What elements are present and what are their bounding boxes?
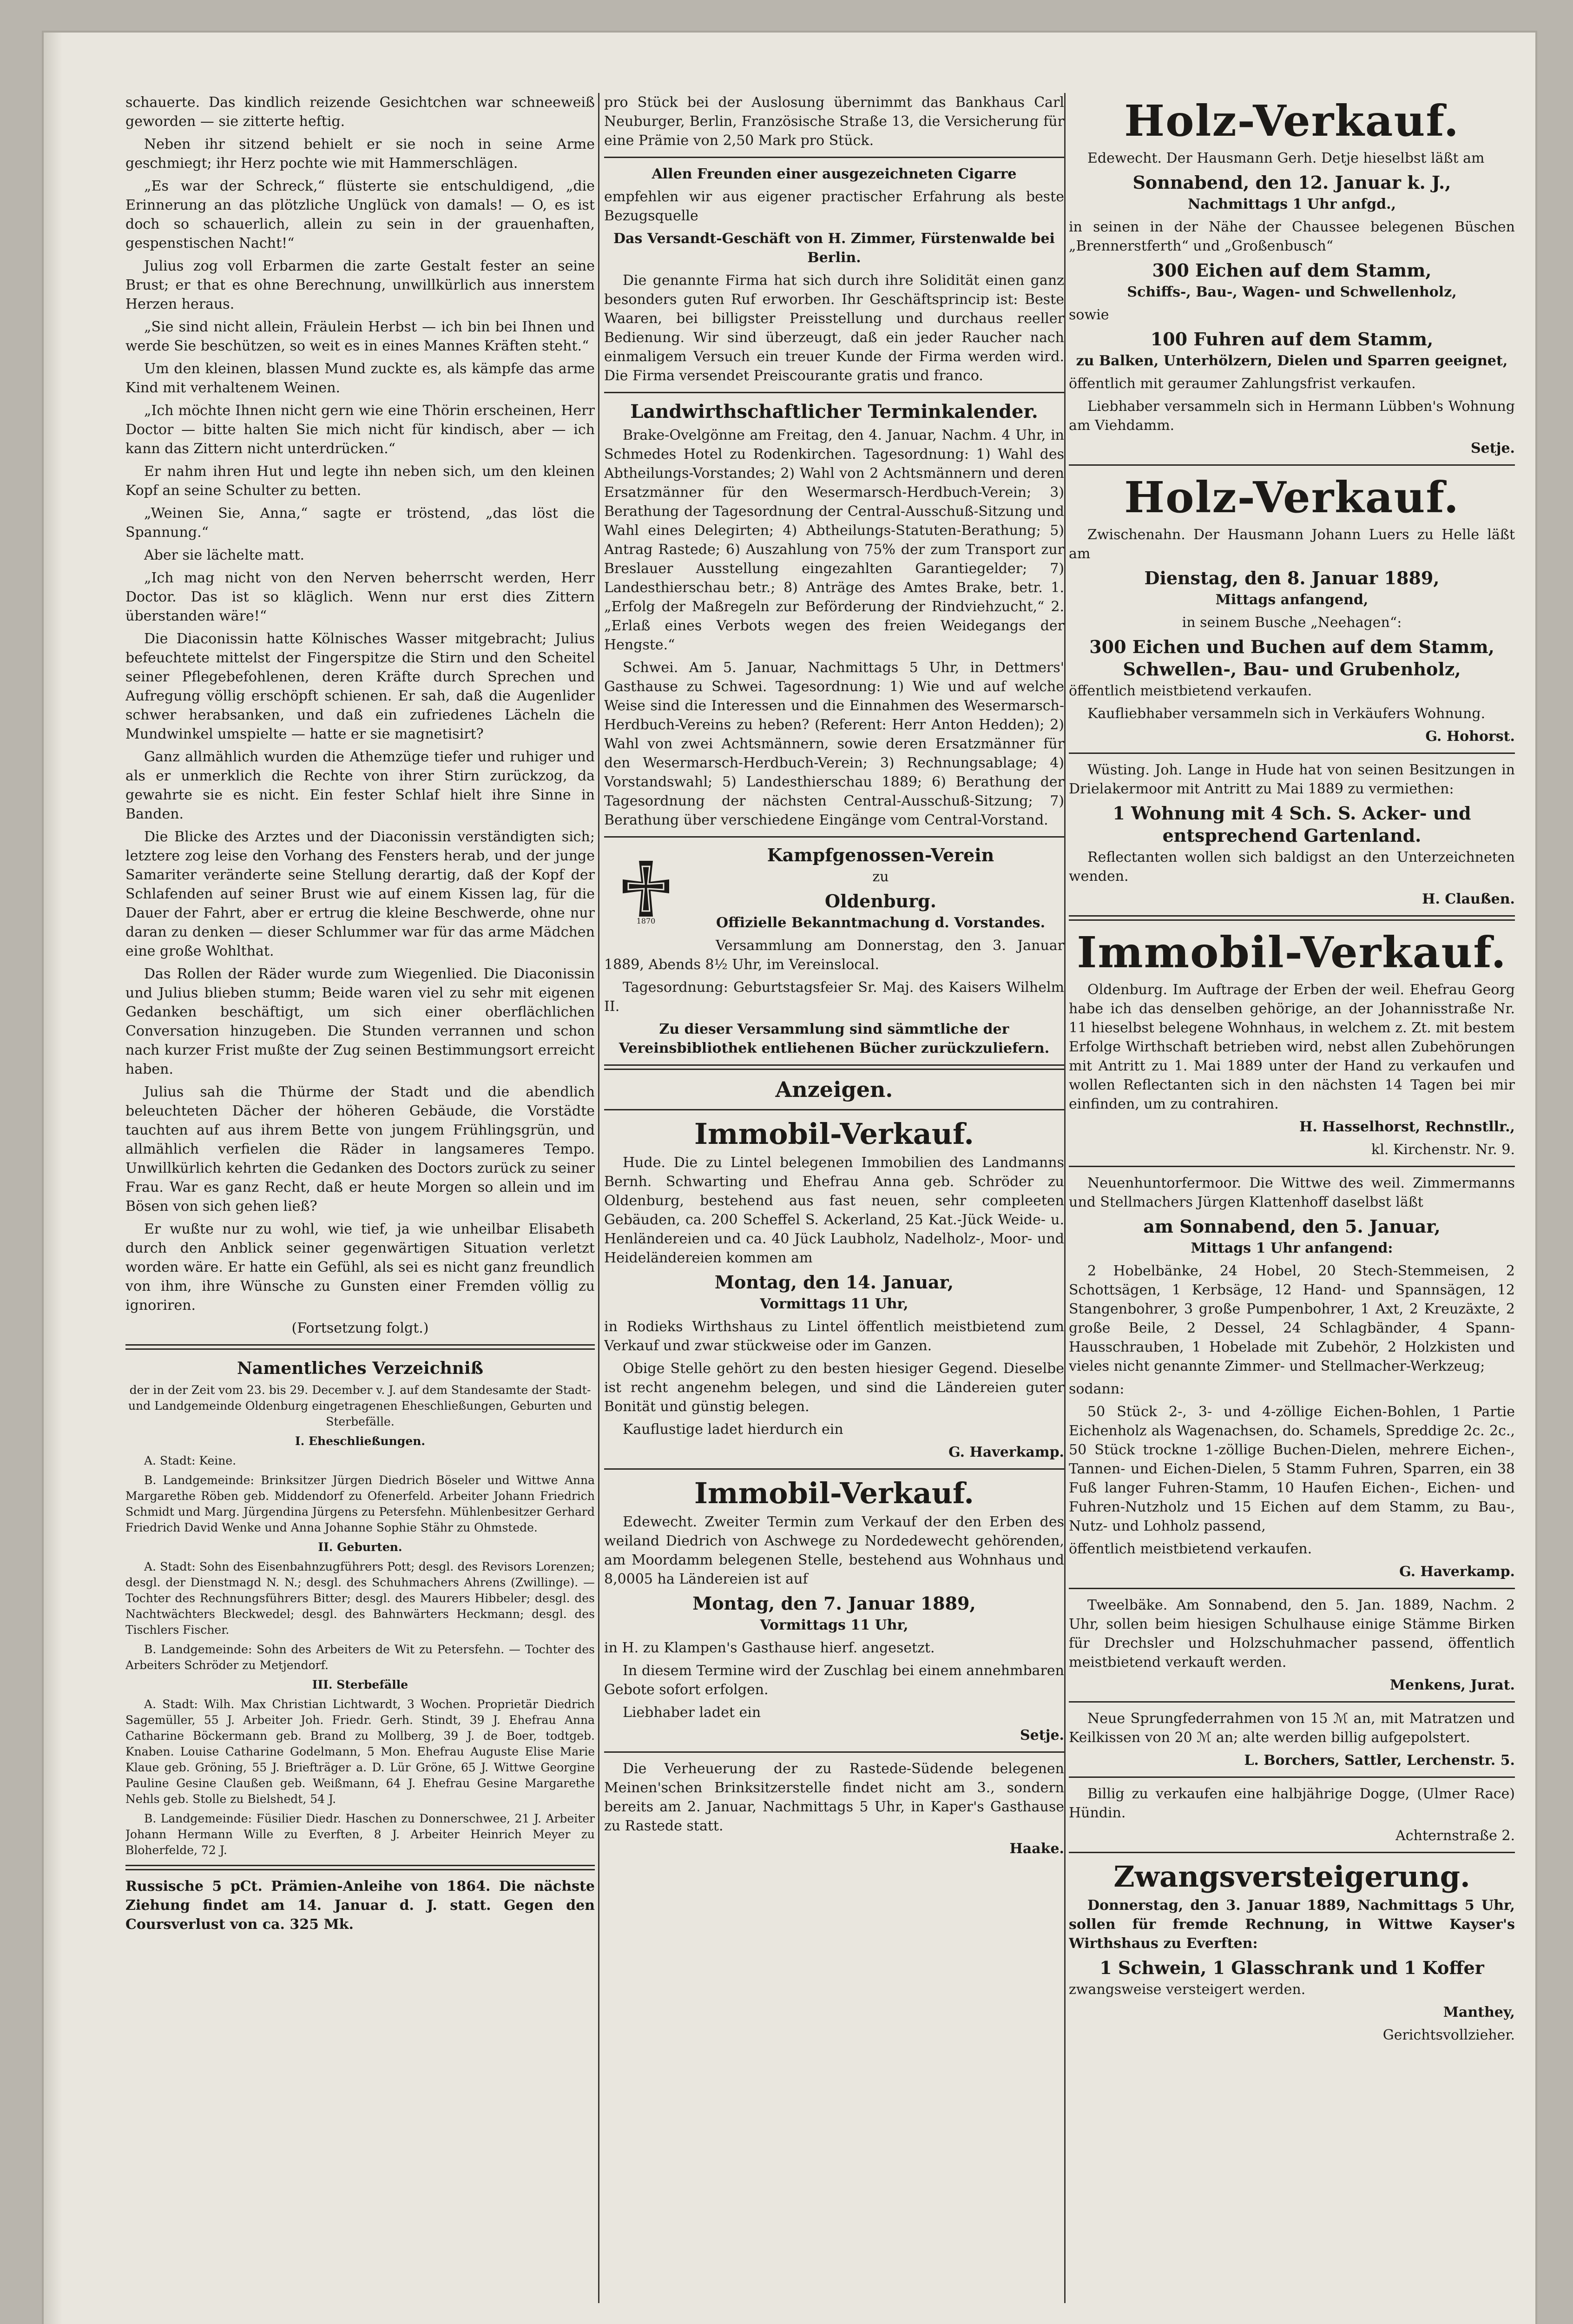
kampfgenossen-text: Versammlung am Donnerstag, den 3. Januar 1889, Abends 8½ Uhr, im Vereinslocal. [604, 938, 1064, 973]
wuesting-notice: Reflectanten wollen sich baldigst an den Unterzeichneten wenden. [1069, 849, 1515, 885]
terminkalender-entry: Schwei. Am 5. Januar, Nachmittags 5 Uhr, in Dettmers' Gasthause zu Schwei. Tagesordnung: 1) Wie und auf welche Weise sind die Interessen und die Einnahmen des Wesermarsch-Herdbuch-Vereins zu heben? (Referent: Herr Anton Hedden); 2) Wahl von zwei Achtsmännern, sowie deren Ersatzmänner für den Wesermarsch-Herdbuch-Verein; 3) Rechnungsablage; 4) Vorstandswahl; 5) Landesthierschau 1889; 6) Berathung der Tagesordnung der nächsten Central-Ausschuß-Sitzung; 7) Berathung über verschiedene Eingänge vom Central-Vorstand. [604, 660, 1064, 828]
verheuerung-signature: Haake. [1009, 1841, 1064, 1857]
immobil-ad-time: Vormittags 11 Uhr, [760, 1617, 908, 1633]
story-paragraph: Julius zog voll Erbarmen die zarte Gestalt fester an seine Brust; er that es ohne Berechnung, unwillkürlich aus innerstem Herzen heraus. [125, 258, 595, 312]
story-paragraph: Julius sah die Thürme der Stadt und die abendlich beleuchteten Dächer der höheren Gebäude, die Vorstädte tauchten auf aus ihrem Bette von jungem Frühlingsgrün, und allmählich verfielen die Räder in langsameres Tempo. Unwillkürlich kehrten die Gedanken des Doctors zurück zu seiner Frau. War es ganz Recht, daß er heute Morgen so allein und im Bösen von sich gehen ließ? [125, 1084, 595, 1215]
holz-ad-text: öffentlich mit geraumer Zahlungsfrist verkaufen. [1069, 376, 1416, 392]
section-divider [1069, 1701, 1515, 1703]
loan-notice-continued: pro Stück bei der Auslosung übernimmt das Bankhaus Carl Neuburger, Berlin, Französische Straße 13, die Versicherung für eine Prämie von 2,50 Mark pro Stück. [604, 94, 1064, 149]
story-paragraph: Die Blicke des Arztes und der Diaconissin verständigten sich; letztere zog leise den Vorhang des Fensters herab, und der junge Samariter veränderte seine Stellung derartig, daß der Kopf der Schlafenden auf seiner Brust wie auf einem Kissen lag, für die Dauer der Fahrt, aber er ertrug die kleine Beschwerde, ohne nur daran zu denken — dieser Schlummer war für das arme Mädchen eine große Wohlthat. [125, 829, 595, 959]
immobil-ad-title: Immobil-Verkauf. [694, 1117, 974, 1151]
immobil-ad-title: Immobil-Verkauf. [1077, 927, 1507, 977]
auction-signature: G. Haverkamp. [1399, 1564, 1515, 1580]
immobil-ad-text: Liebhaber ladet ein [623, 1704, 761, 1721]
holz-ad-item-detail: Schiffs-, Bau-, Wagen- und Schwellenholz, [1127, 284, 1457, 300]
auction-date: am Sonnabend, den 5. Januar, [1143, 1216, 1441, 1237]
immobil-ad-signature: G. Haverkamp. [948, 1444, 1064, 1460]
section-divider [604, 836, 1064, 838]
cigar-ad-headline: Allen Freunden einer ausgezeichneten Cigarre [652, 166, 1017, 182]
section-divider [125, 1344, 595, 1350]
immobil-ad-title: Immobil-Verkauf. [694, 1476, 974, 1510]
auction-time: Mittags 1 Uhr anfangend: [1191, 1240, 1393, 1256]
section-divider [1069, 464, 1515, 466]
registry-entry: B. Landgemeinde: Brinksitzer Jürgen Diedrich Böseler und Wittwe Anna Margarethe Röben geb. Middendorf zu Ofenerfeld. Arbeiter Johann Friedrich Schmidt und Marg. Jürgendina Jürgens zu Petersfehn. Mühlenbesitzer Gerhard Friedrich David Wenke und Anna Johanne Sophie Stähr zu Ohmstede. [125, 1473, 595, 1534]
immobil-ad-text: Edewecht. Zweiter Termin zum Verkauf der den Erben des weiland Diedrich von Aschwege zu Nordedewecht gehörenden, am Moordamm belegenen Stelle, bestehend aus Wohnhaus und 8,0005 ha Ländereien ist auf [604, 1514, 1064, 1587]
anzeigen-heading: Anzeigen. [775, 1077, 893, 1102]
story-paragraph: „Ich mag nicht von den Nerven beherrscht werden, Herr Doctor. Das ist so kläglich. Wenn nur erst dies Zittern überstanden wäre!“ [125, 570, 595, 624]
story-paragraph: Ganz allmählich wurden die Athemzüge tiefer und ruhiger und als er unmerklich die Rechte von ihrer Stirn zurückzog, da gewahrte sie es nicht. Ein fester Schlaf hielt ihre Sinne in Banden. [125, 749, 595, 822]
story-paragraph: Um den kleinen, blassen Mund zuckte es, als kämpfe das arme Kind mit verhaltenem Weinen. [125, 361, 595, 396]
story-paragraph: Er wußte nur zu wohl, wie tief, ja wie unheilbar Elisabeth durch den Anblick seiner gegenwärtigen Situation verletzt worden wäre. Er hatte ein Gefühl, als sei es nicht ganz freundlich von ihm, ihre Wünsche zu Gunsten einer Fremden völlig zu ignoriren. [125, 1221, 595, 1314]
column-rule-2 [1064, 93, 1066, 2303]
story-paragraph: Das Rollen der Räder wurde zum Wiegenlied. Die Diaconissin und Julius blieben stumm; Beide waren viel zu sehr mit eigenen Gedanken beschäftigt, um sich einer oberflächlichen Conversation hinzugeben. Die Stunden verrannen und schon nach kurzer Frist mußte der Zug seinen Bestimmungsort erreicht haben. [125, 966, 595, 1077]
holz-ad-text: sowie [1069, 307, 1109, 323]
registry-section-title: I. Eheschließungen. [295, 1434, 426, 1448]
immobil-ad-date: Montag, den 14. Januar, [714, 1272, 954, 1293]
immobil-ad-date: Montag, den 7. Januar 1889, [692, 1593, 976, 1614]
dogge-ad: Billig zu verkaufen eine halbjährige Dogge, (Ulmer Race) Hündin. [1069, 1786, 1515, 1821]
dogge-address: Achternstraße 2. [1395, 1828, 1515, 1844]
holz-ad-time: Mittags anfangend, [1215, 592, 1369, 608]
immobil-ad-text: in Rodieks Wirthshaus zu Lintel öffentlich meistbietend zum Verkauf und zwar stückweise oder im Ganzen. [604, 1319, 1064, 1354]
story-paragraph: Aber sie lächelte matt. [144, 547, 305, 563]
terminkalender-title: Landwirthschaftlicher Terminkalender. [630, 401, 1038, 423]
cross-year: 1870 [636, 917, 656, 925]
auction-items: öffentlich meistbietend verkaufen. [1069, 1541, 1312, 1557]
wuesting-notice: Wüsting. Joh. Lange in Hude hat von seinen Besitzungen in Drielakermoor mit Antritt zu Mai 1889 zu vermiethen: [1069, 762, 1515, 797]
tweelbaeke-notice: Tweelbäke. Am Sonnabend, den 5. Jan. 1889, Nachm. 2 Uhr, sollen beim hiesigen Schulhause einige Stämme Birken für Drechsler und Holzschuhmacher passend, öffentlich meistbietend verkauft werden. [1069, 1597, 1515, 1670]
kampfgenossen-subtitle: Offizielle Bekanntmachung d. Vorstandes. [716, 915, 1046, 931]
registry-section-title: III. Sterbefälle [312, 1678, 408, 1691]
zwangsversteigerung-text: Donnerstag, den 3. Januar 1889, Nachmittags 5 Uhr, sollen für fremde Rechnung, in Wittwe Kayser's Wirthshaus zu Everften: [1069, 1897, 1515, 1952]
section-divider [1069, 1852, 1515, 1853]
section-divider [1069, 1588, 1515, 1589]
story-paragraph: Er nahm ihren Hut und legte ihn neben sich, um den kleinen Kopf an seine Schulter zu betten. [125, 463, 595, 499]
section-divider [604, 392, 1064, 393]
verheuerung-notice: Die Verheuerung der zu Rastede-Südende belegenen Meinen'schen Brinksitzerstelle findet nicht am 3., sondern bereits am 2. Januar, Nachmittags 5 Uhr, in Kaper's Gasthause zu Rastede statt. [604, 1761, 1064, 1834]
holz-ad-text: Liebhaber versammeln sich in Hermann Lübben's Wohnung am Viehdamm. [1069, 398, 1515, 434]
section-divider [1069, 1166, 1515, 1167]
zwangsversteigerung-title-role: Gerichtsvollzieher. [1382, 2027, 1515, 2043]
section-divider [1069, 1776, 1515, 1778]
story-paragraph: „Weinen Sie, Anna,“ sagte er tröstend, „das löst die Spannung.“ [125, 505, 595, 541]
continued-note: (Fortsetzung folgt.) [291, 1320, 429, 1336]
registry-entry: A. Stadt: Keine. [144, 1454, 237, 1467]
holz-ad-date: Sonnabend, den 12. Januar k. J., [1132, 172, 1451, 193]
registry-entry: B. Landgemeinde: Sohn des Arbeiters de Wit zu Petersfehn. — Tochter des Arbeiters Schröder zu Metjendorf. [125, 1643, 595, 1672]
holz-ad-title: Holz-Verkauf. [1124, 472, 1460, 522]
auction-notice: Neuenhuntorfermoor. Die Wittwe des weil. Zimmermanns und Stellmachers Jürgen Klattenhoff daselbst läßt [1069, 1175, 1515, 1210]
sprungfeder-signature: L. Borchers, Sattler, Lerchenstr. 5. [1244, 1752, 1515, 1769]
immobil-ad-text: Oldenburg. Im Auftrage der Erben der weil. Ehefrau Georg habe ich das denselben gehörige, an der Johannisstraße Nr. 11 hieselbst belegene Wohnhaus, in welchem z. Zt. mit bestem Erfolge Wirthschaft betrieben wird, nebst allen Zubehörungen mit Antritt zu 1. Mai 1889 unter der Hand zu verkaufen und wollen Reflectanten sich in den nächsten 14 Tagen bei mir einfinden, um zu contrahiren. [1069, 982, 1515, 1112]
registry-entry: B. Landgemeinde: Füsilier Diedr. Haschen zu Donnerschwee, 21 J. Arbeiter Johann Hermann Wille zu Everften, 8 J. Arbeiter Heinrich Meyer zu Bloherfelde, 72 J. [125, 1812, 595, 1857]
immobil-ad-signature: H. Hasselhorst, Rechnstllr., [1299, 1119, 1515, 1135]
holz-ad-text: öffentlich meistbietend verkaufen. [1069, 683, 1312, 699]
story-paragraph: „Ich möchte Ihnen nicht gern wie eine Thörin erscheinen, Herr Doctor — bitte halten Sie mich nicht für kindisch, aber — ich kann das Zittern nicht unterdrücken.“ [125, 403, 595, 457]
story-paragraph: „Sie sind nicht allein, Fräulein Herbst — ich bin bei Ihnen und werde Sie beschützen, so weit es in eines Mannes Kräften steht.“ [125, 319, 595, 354]
story-paragraph: Neben ihr sitzend behielt er sie noch in seine Arme geschmiegt; ihr Herz pochte wie mit Hammerschlägen. [125, 136, 595, 172]
sprungfeder-ad: Neue Sprungfederrahmen von 15 ℳ an, mit Matratzen und Keilkissen von 20 ℳ an; alte werden billig aufgepolstert. [1069, 1710, 1515, 1746]
section-divider [125, 1865, 595, 1870]
auction-items: 50 Stück 2-, 3- und 4-zöllige Eichen-Bohlen, 1 Partie Eichenholz als Wagenachsen, do. Schamels, Spreddige 2c. 2c., 50 Stück trockne 1-zöllige Buchen-Dielen, mehrere Eichen-, Tannen- und Eichen-Dielen, 5 Stamm Fuhren, Sparren, ein 38 Fuß langer Fuhren-Stamm, 10 Haufen Eichen-, Eichen- und Fuhren-Nutzholz und 15 Eichen auf dem Stamm, zu Bau-, Nutz- und Lohholz passend, [1069, 1404, 1515, 1534]
kampfgenossen-zu: zu [872, 869, 889, 885]
section-divider [604, 1064, 1064, 1070]
holz-ad-title: Holz-Verkauf. [1124, 96, 1460, 146]
immobil-ad-text: Obige Stelle gehört zu den besten hiesiger Gegend. Dieselbe ist recht angenehm belegen, und sind die Ländereien guter Bonität und günstig belegen. [604, 1360, 1064, 1415]
wuesting-item: 1 Wohnung mit 4 Sch. S. Acker- und entsprechend Gartenland. [1112, 803, 1471, 846]
wuesting-signature: H. Claußen. [1422, 891, 1515, 907]
immobil-ad-address: kl. Kirchenstr. Nr. 9. [1371, 1142, 1515, 1158]
holz-ad-time: Nachmittags 1 Uhr anfgd., [1187, 196, 1396, 212]
holz-ad-signature: Setje. [1471, 440, 1515, 456]
registry-section-title: II. Geburten. [318, 1540, 402, 1554]
holz-ad-item: 300 Eichen und Buchen auf dem Stamm, Schwellen-, Bau- und Grubenholz, [1089, 636, 1494, 680]
holz-ad-text: in seinen in der Nähe der Chaussee belegenen Büschen „Brennerstferth“ und „Großenbusch“ [1069, 219, 1515, 254]
section-divider [604, 1468, 1064, 1470]
zwangsversteigerung-items: 1 Schwein, 1 Glasschrank und 1 Koffer [1099, 1957, 1484, 1978]
holz-ad-text: Kaufliebhaber versammeln sich in Verkäufers Wohnung. [1087, 706, 1486, 722]
registry-entry: A. Stadt: Wilh. Max Christian Lichtwardt, 3 Wochen. Proprietär Diedrich Sagemüller, 55 J. Arbeiter Joh. Friedr. Gerh. Stindt, 39 J. Ehefrau Anna Catharine Böckermann geb. Brand zu Mollberg, 39 J. de Boer, todtgeb. Knaben. Louise Catharine Godelmann, 5 Mon. Ehefrau Auguste Elise Marie Klaue geb. Gröning, 55 J. Briefträger a. D. Lür Gröne, 65 J. Wittwe Georgine Pauline Gesine Claußen geb. Weißmann, 64 J. Ehefrau Gesine Margarethe Nehls geb. Stolle zu Bielshedt, 54 J. [125, 1697, 595, 1806]
holz-ad-text: in seinem Busche „Neehagen“: [1182, 614, 1402, 631]
section-divider [604, 1751, 1064, 1753]
section-divider [1069, 753, 1515, 754]
kampfgenossen-text: Tagesordnung: Geburtstagsfeier Sr. Maj. des Kaisers Wilhelm II. [604, 979, 1064, 1015]
iron-cross-icon [604, 847, 688, 935]
holz-ad-item: 300 Eichen auf dem Stamm, [1152, 260, 1432, 281]
auction-items: 2 Hobelbänke, 24 Hobel, 20 Stech-Stemmeisen, 2 Schottsägen, 1 Kerbsäge, 12 Hand- und Spannsägen, 12 Stangenbohrer, 3 große Pumpenbohrer, 1 Axt, 2 Kreuzäxte, 2 große Beile, 2 Dessel, 24 Schlagbänder, 4 Spann-Hausschrauben, 1 Hobelade mit Zubehör, 2 Holzkisten und vieles nicht genannte Zimmer- und Stellmacher-Werkzeug; [1069, 1263, 1515, 1374]
holz-ad-date: Dienstag, den 8. Januar 1889, [1144, 568, 1440, 588]
immobil-ad-text: Kauflustige ladet hierdurch ein [623, 1421, 843, 1438]
kampfgenossen-bold: Zu dieser Versammlung sind sämmtliche der Vereinsbibliothek entliehenen Bücher zurückzuliefern. [619, 1021, 1050, 1056]
zwangsversteigerung-text: zwangsweise versteigert werden. [1069, 1981, 1306, 1998]
section-divider [604, 157, 1064, 158]
registry-entry: A. Stadt: Sohn des Eisenbahnzugführers Pott; desgl. des Revisors Lorenzen; desgl. der Dienstmagd N. N.; desgl. des Schuhmachers Ahrens (Zwillinge). — Tochter des Rechnungsführers Bitter; desgl. des Maurers Hibbeler; desgl. des Nachtwächters Bleckwedel; desgl. des Bahnwärters Heckmann; desgl. des Tischlers Fischer. [125, 1560, 595, 1637]
registry-title: Namentliches Verzeichniß [237, 1359, 483, 1378]
immobil-ad-signature: Setje. [1020, 1727, 1064, 1743]
column-1 [125, 93, 595, 2303]
immobil-ad-text: Hude. Die zu Lintel belegenen Immobilien des Landmanns Bernh. Schwarting und Ehefrau Anna geb. Schröder zu Oldenburg, bestehend aus fast neuen, sehr compleeten Gebäuden, ca. 200 Scheffel S. Ackerland, 25 Kat.-Jück Weide- u. Henländereien und ca. 40 Jück Laubholz, Nadelholz-, Moor- und Heideländereien kommen am [604, 1155, 1064, 1266]
kampfgenossen-city: Oldenburg. [825, 891, 936, 911]
tweelbaeke-signature: Menkens, Jurat. [1389, 1677, 1515, 1693]
holz-ad-text: Zwischenahn. Der Hausmann Johann Luers zu Helle läßt am [1069, 527, 1515, 562]
cigar-ad-firm: Das Versandt-Geschäft von H. Zimmer, Fürstenwalde bei Berlin. [613, 231, 1055, 266]
section-divider [1069, 915, 1515, 921]
immobil-ad-text: in H. zu Klampen's Gasthause hierf. angesetzt. [604, 1640, 935, 1656]
holz-ad-item-detail: zu Balken, Unterhölzern, Dielen und Sparren geeignet, [1076, 353, 1508, 369]
column-2 [604, 93, 1064, 2303]
registry-intro: der in der Zeit vom 23. bis 29. December v. J. auf dem Standesamte der Stadt- und Landgemeinde Oldenburg eingetragenen Eheschließungen, Geburten und Sterbefälle. [128, 1383, 592, 1428]
page-edge-shadow [44, 33, 62, 2324]
zwangsversteigerung-signature: Manthey, [1443, 2004, 1515, 2020]
auction-items: sodann: [1069, 1381, 1125, 1397]
section-divider [604, 1109, 1064, 1110]
terminkalender-entry: Brake-Ovelgönne am Freitag, den 4. Januar, Nachm. 4 Uhr, in Schmedes Hotel zu Rodenkirchen. Tagesordnung: 1) Wahl des Abtheilungs-Vorstandes; 2) Wahl von 2 Achtsmännern und deren Ersatzmänner für den Wesermarsch-Herdbuch-Verein; 3) Berathung der Tagesordnung der Central-Ausschuß-Sitzung und Wahl eines Delegirten; 4) Abtheilungs-Statuten-Berathung; 5) Antrag Rastede; 6) Auszahlung von 75% der zum Transport zur Breslauer Ausstellung eingezahlten Garantiegelder; 7) Landesthierschau betr.; 8) Anträge des Amtes Brake, betr. 1. „Erfolg der Maßregeln zur Beförderung der Rindviehzucht,“ 2. „Erlaß eines Verbots wegen des freien Weidegangs der Hengste.“ [604, 427, 1064, 653]
immobil-ad-text: In diesem Termine wird der Zuschlag bei einem annehmbaren Gebote sofort erfolgen. [604, 1663, 1064, 1698]
column-3 [1069, 93, 1515, 2303]
kampfgenossen-notice [604, 844, 1064, 1058]
cigar-ad-text: Die genannte Firma hat sich durch ihre Solidität einen ganz besonders guten Ruf erworben. Ihr Geschäftsprincip ist: Beste Waaren, bei billigster Preisstellung und durchaus reeller Bedienung. Wir sind überzeugt, daß ein jeder Raucher nach einmaligem Versuch ein treuer Kunde der Firma werden wird. Die Firma versendet Preiscourante gratis und franco. [604, 272, 1064, 384]
cigar-ad-text: empfehlen wir aus eigener practischer Erfahrung als beste Bezugsquelle [604, 189, 1064, 224]
story-paragraph: „Es war der Schreck,“ flüsterte sie entschuldigend, „die Erinnerung an das plötzliche Unglück von damals! — O, es ist doch so schauerlich, allein zu sein in der grauenhaften, gespenstischen Nacht!“ [125, 178, 595, 251]
story-paragraph: schauerte. Das kindlich reizende Gesichtchen war schneeweiß geworden — sie zitterte heftig. [125, 94, 595, 130]
holz-ad-item: 100 Fuhren auf dem Stamm, [1150, 329, 1434, 350]
holz-ad-signature: G. Hohorst. [1425, 728, 1515, 745]
zwangsversteigerung-title: Zwangsversteigerung. [1113, 1860, 1470, 1894]
column-rule-1 [598, 93, 599, 2303]
holz-ad-text: Edewecht. Der Hausmann Gerh. Detje hieselbst läßt am [1087, 150, 1485, 166]
story-paragraph: Die Diaconissin hatte Kölnisches Wasser mitgebracht; Julius befeuchtete mittelst der Fingerspitze die Stirn und den Scheitel seiner Pflegebefohlenen, deren Kräfte durch Sprechen und Aufregung völlig erschöpft schienen. Er sah, daß die Augenlider schwer herabsanken, und daß ein zufriedenes Lächeln die Mundwinkel umspielte — hatte er sie magnetisirt? [125, 631, 595, 742]
loan-notice: Russische 5 pCt. Prämien-Anleihe von 1864. Die nächste Ziehung findet am 14. Januar d. J. statt. Gegen den Coursverlust von ca. 325 Mk. [125, 1878, 595, 1933]
kampfgenossen-title: Kampfgenossen-Verein [767, 845, 994, 865]
immobil-ad-time: Vormittags 11 Uhr, [760, 1296, 908, 1312]
